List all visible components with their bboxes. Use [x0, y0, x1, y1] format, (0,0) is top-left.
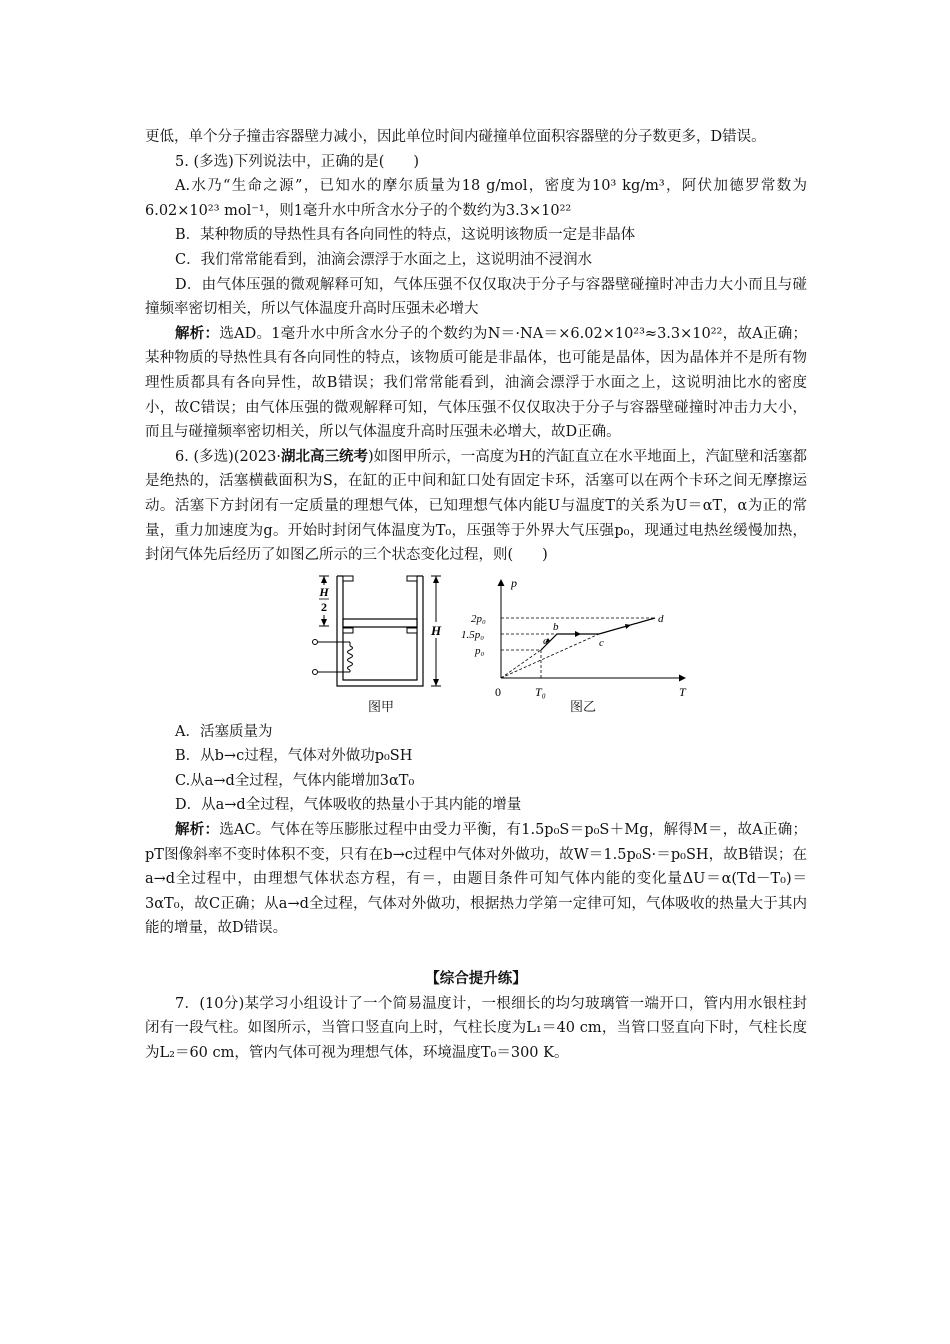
middle-stop-right — [407, 628, 417, 633]
question-5-option-d: D．由气体压强的微观解释可知，气体压强不仅仅取决于分子与容器壁碰撞时冲击力大小而且与碰撞频率密切相关，所以气体温度升高时压强未必增大 — [145, 276, 807, 318]
paragraph-prev-tail: 更低，单个分子撞击容器壁力减小，因此单位时间内碰撞单位面积容器壁的分子数更多，D错误。 — [145, 129, 766, 145]
axis-label-t: T — [679, 684, 686, 699]
question-6-option-b: B．从b→c过程，气体对外做功p₀SH — [175, 748, 413, 765]
top-stop-left — [343, 576, 353, 581]
guide-origin-a — [501, 650, 541, 678]
section-heading: 【综合提升练】 — [425, 970, 527, 988]
figure-2-caption: 图乙 — [570, 699, 597, 715]
axis-label-p: p — [511, 575, 517, 590]
figure-1-caption: 图甲 — [368, 699, 395, 715]
question-6-figures — [145, 572, 807, 714]
point-d: d — [658, 612, 664, 625]
analysis-label: 解析： — [175, 821, 220, 839]
tick-t0: T₀ — [535, 684, 546, 699]
question-6-prefix: 6. (多选)(2023· — [175, 448, 281, 465]
tick-15p0: 1.5p₀ — [461, 628, 485, 641]
half-label-denominator: 2 — [321, 599, 327, 614]
question-6-body: )如图甲所示，一高度为H的汽缸直立在水平地面上，汽缸壁和活塞都是绝热的，活塞横截面积为S，在缸的正中间和缸口处有固定卡环，活塞可以在两个卡环之间无摩擦运动。活塞下方封闭有一定质量的理想气体，已知理想气体内能U与温度T的关系为U＝αT，α为正的常量，重力加速度为g。开始时封闭气体温度为T₀，压强等于外界大气压强p₀，现通过电热丝缓慢加热，封闭气体先后经历了如图乙所示的三个状态变化过程，则( ) — [145, 448, 807, 564]
tick-2p0: 2p₀ — [471, 612, 486, 625]
question-6-option-d: D．从a→d全过程，气体吸收的热量小于其内能的增量 — [175, 797, 522, 814]
analysis-label: 解析： — [175, 324, 220, 342]
heating-wire — [348, 646, 353, 670]
point-b: b — [553, 620, 559, 633]
half-label-numerator: H — [319, 584, 329, 599]
question-6-source: 湖北高三统考 — [280, 447, 368, 465]
cylinder-figure — [310, 572, 460, 692]
pt-graph — [461, 574, 695, 699]
point-a: a — [543, 634, 549, 647]
document-page — [145, 125, 807, 1065]
height-label: H — [430, 622, 442, 638]
piston — [343, 619, 417, 627]
question-5-option-c: C．我们常常能看到，油滴会漂浮于水面之上，这说明油不浸润水 — [175, 251, 593, 268]
top-stop-right — [407, 576, 417, 581]
cylinder-inner-wall — [343, 576, 417, 680]
analysis-text: 选AC。气体在等压膨胀过程中由受力平衡，有1.5p₀S＝p₀S＋Mg，解得M＝，故A正确；pT图像斜率不变时体积不变，只有在b→c过程中气体对外做功，故W＝1.5p₀S·＝p₀SH，故B错误；在a→d全过程中，由理想气体状态方程，有＝，由题目条件可知气体内能的变化量ΔU＝α(Td－T₀)＝3αT₀，故C正确；从a→d全过程，气体对外做功，根据热力学第一定律可知，气体吸收的热量大于其内能的增量，故D错误。 — [145, 822, 807, 937]
question-6-analysis — [145, 818, 807, 941]
question-5-stem: 5. (多选)下列说法中，正确的是( ) — [175, 153, 420, 170]
analysis-text: 选AD。1毫升水中所含水分子的个数约为N＝·NA＝×6.02×10²³≈3.3×10²²，故A正确；某种物质的导热性具有各向同性的特点，该物质可能是非晶体，也可能是晶体，因为晶体并不是所有物理性质都具有各向异性，故B错误；我们常常能看到，油滴会漂浮于水面之上，这说明油比水的密度小，故C错误；由气体压强的微观解释可知，气体压强不仅仅取决于分子与容器壁碰撞时冲击力大小，而且与碰撞频率密切相关，所以气体温度升高时压强未必增大，故D正确。 — [145, 325, 808, 441]
tick-p0: p₀ — [475, 644, 485, 657]
question-6-option-c: C.从a→d全过程，气体内能增加3αT₀ — [175, 772, 415, 789]
question-5-analysis — [145, 322, 807, 445]
question-6-option-a: A．活塞质量为 — [175, 723, 273, 740]
middle-stop-left — [343, 628, 353, 633]
question-6-stem — [145, 445, 807, 568]
question-5-option-a: A.水乃“生命之源”，已知水的摩尔质量为18 g/mol，密度为10³ kg/m³，阿伏加德罗常数为6.02×10²³ mol⁻¹，则1毫升水中所含水分子的个数约为3.3×10²² — [145, 178, 807, 219]
point-c: c — [599, 636, 604, 649]
origin-label: 0 — [495, 684, 501, 699]
question-7-stem: 7．(10分)某学习小组设计了一个简易温度计，一根细长的均匀玻璃管一端开口，管内用水银柱封闭有一段气柱。如图所示，当管口竖直向上时，气柱长度为L₁＝40 cm，当管口竖直向下时，气柱长度为L₂＝60 cm，管内气体可视为理想气体，环境温度T₀＝300 K。 — [145, 995, 807, 1061]
question-5-option-b: B．某种物质的导热性具有各向同性的特点，这说明该物质一定是非晶体 — [175, 227, 636, 244]
